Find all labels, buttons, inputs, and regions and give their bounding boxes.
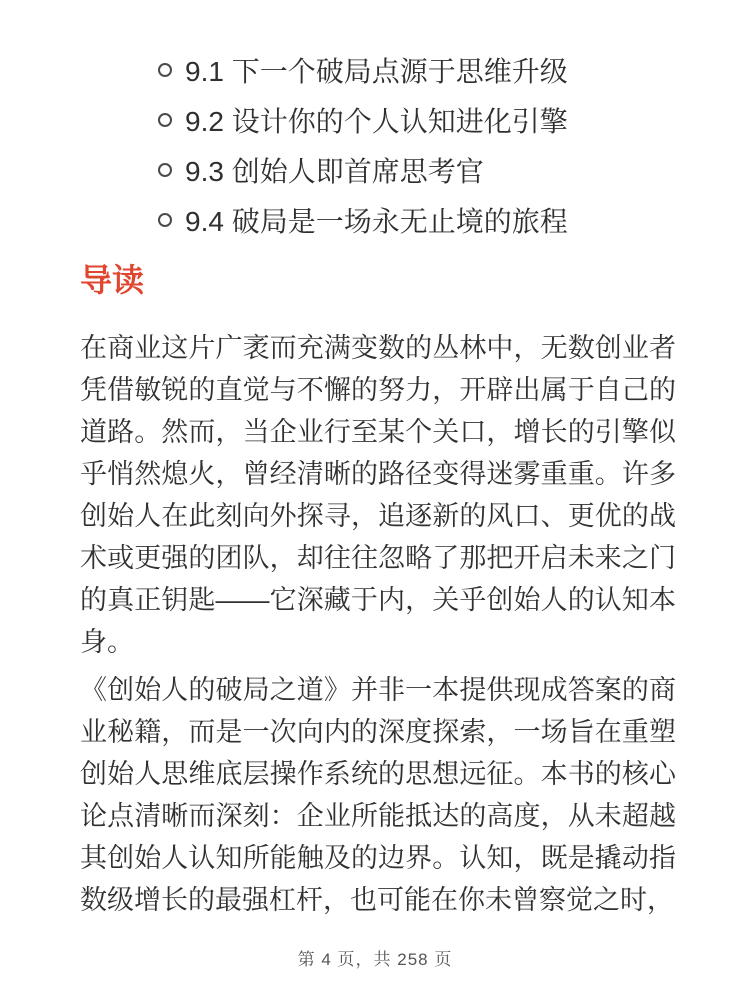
toc-item-label: 9.2 设计你的个人认知进化引擎 [185, 106, 568, 137]
paragraph-1: 在商业这片广袤而充满变数的丛林中，无数创业者凭借敏锐的直觉与不懈的努力，开辟出属于自己的道路。然而，当企业行至某个关口，增长的引擎似乎悄然熄火，曾经清晰的路径变得迷雾重重。许多创始人在此刻向外探寻，追逐新的风口、更优的战术或更强的团队，却往往忽略了那把开启未来之门的真正钥匙——它深藏于内，关乎创始人的认知本身。 [80, 333, 676, 657]
toc-item-9-1 [158, 45, 676, 95]
paragraph-2: 《创始人的破局之道》并非一本提供现成答案的商业秘籍，而是一次向内的深度探索，一场旨在重塑创始人思维底层操作系统的思想远征。本书的核心论点清晰而深刻：企业所能抵达的高度，从未超越其创始人认知所能触及的边界。认知，既是撬动指数级增长的最强杠杆，也可能在你未曾察觉之时， [80, 675, 676, 915]
toc-item-label: 9.3 创始人即首席思考官 [185, 156, 484, 187]
toc-item-9-3 [158, 145, 676, 195]
toc-item-label: 9.4 破局是一场永无止境的旅程 [185, 206, 568, 237]
circle-bullet-icon [158, 163, 172, 177]
toc-item-9-2 [158, 95, 676, 145]
section-heading: 导读 [80, 262, 145, 298]
circle-bullet-icon [158, 113, 172, 127]
page-number-footer: 第 4 页，共 258 页 [297, 950, 453, 969]
circle-bullet-icon [158, 63, 172, 77]
circle-bullet-icon [158, 213, 172, 227]
toc-item-label: 9.1 下一个破局点源于思维升级 [185, 56, 568, 87]
chapter-toc-list [80, 45, 676, 245]
toc-item-9-4 [158, 195, 676, 245]
